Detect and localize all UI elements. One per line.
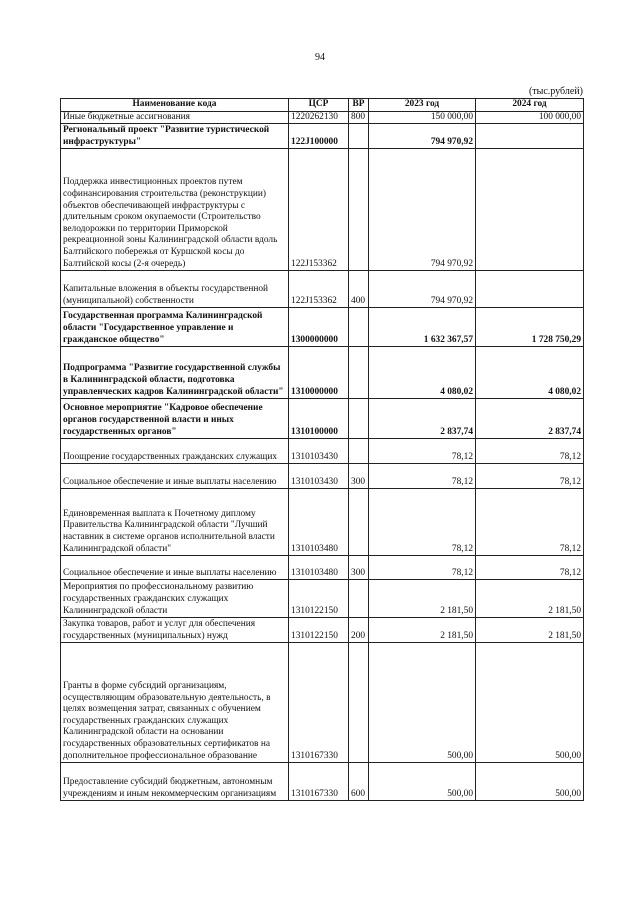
row-2024-cell: 78,12 xyxy=(476,489,584,556)
row-2024-cell: 78,12 xyxy=(476,439,584,464)
row-name-cell: Основное мероприятие "Кадровое обеспечение органов государственной власти и иных государственных органов" xyxy=(61,399,289,439)
row-name-cell: Предоставление субсидий бюджетным, автономным учреждениям и иным некоммерческим организациям xyxy=(61,763,289,801)
row-2024-cell xyxy=(476,271,584,308)
row-2024-cell: 2 181,50 xyxy=(476,618,584,643)
row-csr-cell: 1310122150 xyxy=(289,580,349,618)
row-csr-cell: 1310167330 xyxy=(289,763,349,801)
row-2023-cell: 2 837,74 xyxy=(369,399,476,439)
table-row xyxy=(61,149,584,271)
row-name-cell: Капитальные вложения в объекты государственной (муниципальной) собственности xyxy=(61,271,289,308)
table-row xyxy=(61,399,584,439)
row-2023-cell: 78,12 xyxy=(369,464,476,489)
row-csr-cell: 1310103480 xyxy=(289,556,349,580)
row-name-cell: Закупка товаров, работ и услуг для обеспечения государственных (муниципальных) нужд xyxy=(61,618,289,643)
row-vr-cell xyxy=(349,347,369,399)
row-csr-cell: 1310103430 xyxy=(289,439,349,464)
header-csr: ЦСР xyxy=(289,99,349,112)
row-2024-cell: 4 080,02 xyxy=(476,347,584,399)
table-row xyxy=(61,271,584,308)
row-name-cell: Иные бюджетные ассигнования xyxy=(61,111,289,124)
row-2024-cell: 78,12 xyxy=(476,464,584,489)
header-2023: 2023 год xyxy=(369,99,476,112)
row-name-cell: Подпрограмма "Развитие государственной службы в Калининградской области, подготовка управленческих кадров Калининградской области" xyxy=(61,347,289,399)
row-name-cell: Поддержка инвестиционных проектов путем софинансирования строительства (реконструкции) объектов обеспечивающей инфраструктуры с длительным сроком окупаемости (Строительство велодорожки по территории Приморской рекреационной зоны Калининградской области вдоль Балтийского побережья от Куршской косы до Балтийской косы (2-я очередь) xyxy=(61,149,289,271)
table-row xyxy=(61,489,584,556)
row-2023-cell: 78,12 xyxy=(369,439,476,464)
row-2023-cell: 500,00 xyxy=(369,643,476,763)
row-vr-cell: 200 xyxy=(349,618,369,643)
row-vr-cell xyxy=(349,489,369,556)
row-2024-cell: 100 000,00 xyxy=(476,111,584,124)
table-row xyxy=(61,464,584,489)
row-2023-cell: 2 181,50 xyxy=(369,580,476,618)
table-row xyxy=(61,618,584,643)
row-name-cell: Мероприятия по профессиональному развитию государственных гражданских служащих Калининградской области xyxy=(61,580,289,618)
row-2024-cell: 78,12 xyxy=(476,556,584,580)
row-2023-cell: 794 970,92 xyxy=(369,271,476,308)
row-vr-cell xyxy=(349,439,369,464)
row-2023-cell: 794 970,92 xyxy=(369,124,476,149)
table-header-row xyxy=(61,99,584,112)
row-csr-cell: 1310167330 xyxy=(289,643,349,763)
row-vr-cell: 300 xyxy=(349,556,369,580)
row-2024-cell: 2 837,74 xyxy=(476,399,584,439)
row-name-cell: Государственная программа Калининградской области "Государственное управление и гражданское общество" xyxy=(61,308,289,347)
budget-table xyxy=(60,98,584,801)
table-row xyxy=(61,763,584,801)
row-name-cell: Региональный проект "Развитие туристической инфраструктуры" xyxy=(61,124,289,149)
row-csr-cell: 1220262130 xyxy=(289,111,349,124)
row-csr-cell: 1300000000 xyxy=(289,308,349,347)
row-vr-cell: 800 xyxy=(349,111,369,124)
table-row xyxy=(61,347,584,399)
row-vr-cell xyxy=(349,308,369,347)
table-body xyxy=(61,111,584,801)
row-name-cell: Социальное обеспечение и иные выплаты населению xyxy=(61,464,289,489)
row-2024-cell xyxy=(476,124,584,149)
row-name-cell: Гранты в форме субсидий организациям, осуществляющим образовательную деятельность, в целях возмещения затрат, связанных с обучением государственных гражданских служащих Калининградской области на основании государственных образовательных сертификатов на дополнительное профессиональное образование xyxy=(61,643,289,763)
row-name-cell: Единовременная выплата к Почетному диплому Правительства Калининградской области "Лучший наставник в системе органов исполнительной власти Калининградской области" xyxy=(61,489,289,556)
row-csr-cell: 1310103430 xyxy=(289,464,349,489)
header-2024: 2024 год xyxy=(476,99,584,112)
row-vr-cell xyxy=(349,124,369,149)
row-2024-cell: 500,00 xyxy=(476,763,584,801)
page-number: 94 xyxy=(315,52,325,63)
row-csr-cell: 122J100000 xyxy=(289,124,349,149)
header-name: Наименование кода xyxy=(61,99,289,112)
row-csr-cell: 1310103480 xyxy=(289,489,349,556)
row-csr-cell: 122J153362 xyxy=(289,271,349,308)
row-vr-cell xyxy=(349,399,369,439)
row-csr-cell: 1310122150 xyxy=(289,618,349,643)
table-row xyxy=(61,308,584,347)
row-vr-cell: 600 xyxy=(349,763,369,801)
row-2024-cell: 2 181,50 xyxy=(476,580,584,618)
row-2023-cell: 1 632 367,57 xyxy=(369,308,476,347)
row-2024-cell: 1 728 750,29 xyxy=(476,308,584,347)
row-2024-cell xyxy=(476,149,584,271)
table-row xyxy=(61,124,584,149)
table-row xyxy=(61,556,584,580)
row-csr-cell: 1310100000 xyxy=(289,399,349,439)
row-2023-cell: 78,12 xyxy=(369,556,476,580)
row-name-cell: Поощрение государственных гражданских служащих xyxy=(61,439,289,464)
row-csr-cell: 1310000000 xyxy=(289,347,349,399)
row-2023-cell: 2 181,50 xyxy=(369,618,476,643)
table-row xyxy=(61,111,584,124)
row-vr-cell xyxy=(349,643,369,763)
table-row xyxy=(61,580,584,618)
row-vr-cell xyxy=(349,580,369,618)
row-2023-cell: 150 000,00 xyxy=(369,111,476,124)
row-2023-cell: 500,00 xyxy=(369,763,476,801)
row-2023-cell: 78,12 xyxy=(369,489,476,556)
row-vr-cell: 400 xyxy=(349,271,369,308)
row-2023-cell: 4 080,02 xyxy=(369,347,476,399)
table-row xyxy=(61,439,584,464)
row-csr-cell: 122J153362 xyxy=(289,149,349,271)
row-2024-cell: 500,00 xyxy=(476,643,584,763)
units-label: (тыс.рублей) xyxy=(528,86,583,97)
table-row xyxy=(61,643,584,763)
row-2023-cell: 794 970,92 xyxy=(369,149,476,271)
row-name-cell: Социальное обеспечение и иные выплаты населению xyxy=(61,556,289,580)
header-vr: ВР xyxy=(349,99,369,112)
row-vr-cell xyxy=(349,149,369,271)
row-vr-cell: 300 xyxy=(349,464,369,489)
